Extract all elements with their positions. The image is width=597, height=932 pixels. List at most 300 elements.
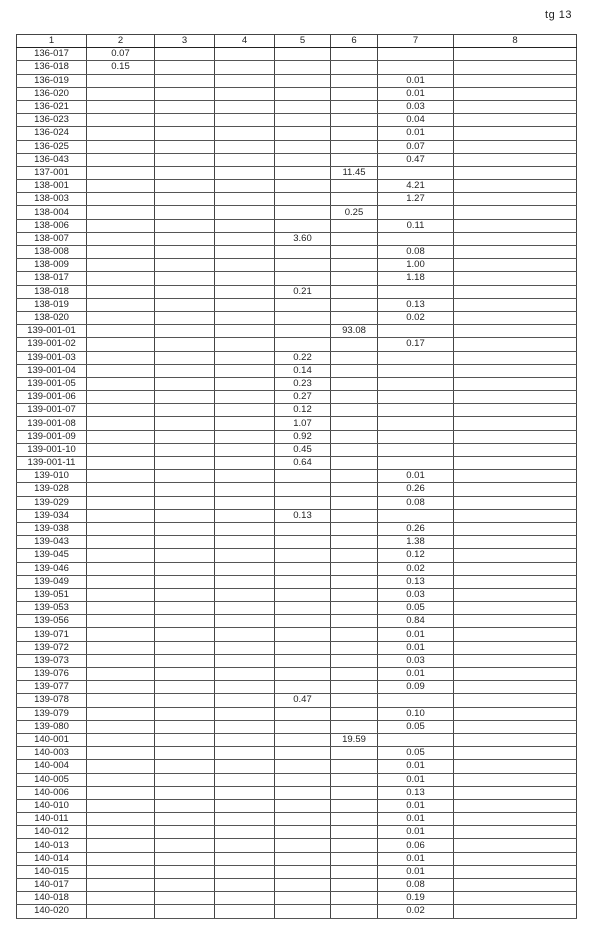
parcel-id-cell: 140-011 [17,813,87,826]
value-cell-col-8 [454,509,577,522]
value-cell-col-8 [454,588,577,601]
value-cell-col-4 [215,602,275,615]
value-cell-col-8 [454,285,577,298]
parcel-id-cell: 139-045 [17,549,87,562]
value-cell-col-8 [454,430,577,443]
value-cell-col-4 [215,377,275,390]
value-cell-col-5: 0.14 [275,364,331,377]
value-cell-col-4 [215,813,275,826]
value-cell-col-7: 0.04 [378,114,454,127]
value-cell-col-5 [275,641,331,654]
value-cell-col-6: 19.59 [331,733,378,746]
parcel-id-cell: 138-018 [17,285,87,298]
value-cell-col-3 [155,694,215,707]
value-cell-col-8 [454,417,577,430]
value-cell-col-3 [155,773,215,786]
value-cell-col-5: 0.45 [275,443,331,456]
value-cell-col-4 [215,232,275,245]
table-row [17,285,577,298]
table-row [17,905,577,918]
parcel-id-cell: 139-079 [17,707,87,720]
value-cell-col-4 [215,114,275,127]
value-cell-col-4 [215,509,275,522]
value-cell-col-7: 0.01 [378,470,454,483]
value-cell-col-8 [454,100,577,113]
value-cell-col-4 [215,865,275,878]
value-cell-col-2 [87,747,155,760]
value-cell-col-2 [87,602,155,615]
table-row [17,127,577,140]
value-cell-col-6 [331,615,378,628]
value-cell-col-2 [87,694,155,707]
value-cell-col-5 [275,707,331,720]
value-cell-col-8 [454,773,577,786]
parcel-id-cell: 139-001-06 [17,391,87,404]
value-cell-col-6 [331,786,378,799]
value-cell-col-8 [454,391,577,404]
table-row [17,720,577,733]
value-cell-col-3 [155,114,215,127]
value-cell-col-5 [275,180,331,193]
value-cell-col-4 [215,417,275,430]
value-cell-col-8 [454,496,577,509]
value-cell-col-3 [155,892,215,905]
value-cell-col-6 [331,588,378,601]
value-cell-col-2 [87,417,155,430]
value-cell-col-7: 0.84 [378,615,454,628]
value-cell-col-6 [331,707,378,720]
value-cell-col-4 [215,166,275,179]
value-cell-col-7: 1.18 [378,272,454,285]
parcel-id-cell: 139-001-08 [17,417,87,430]
value-cell-col-2 [87,536,155,549]
value-cell-col-5 [275,681,331,694]
value-cell-col-3 [155,404,215,417]
value-cell-col-7: 0.09 [378,681,454,694]
value-cell-col-4 [215,61,275,74]
value-cell-col-2 [87,404,155,417]
value-cell-col-2 [87,377,155,390]
value-cell-col-5 [275,879,331,892]
value-cell-col-6 [331,48,378,61]
value-cell-col-3 [155,417,215,430]
parcel-id-cell: 139-038 [17,522,87,535]
value-cell-col-4 [215,707,275,720]
value-cell-col-5 [275,166,331,179]
parcel-id-cell: 139-010 [17,470,87,483]
value-cell-col-6 [331,351,378,364]
value-cell-col-2 [87,641,155,654]
value-cell-col-7 [378,509,454,522]
column-header-2: 2 [87,35,155,48]
value-cell-col-6 [331,100,378,113]
value-cell-col-7: 0.13 [378,786,454,799]
value-cell-col-2 [87,246,155,259]
value-cell-col-2 [87,193,155,206]
table-row [17,325,577,338]
value-cell-col-5 [275,549,331,562]
parcel-id-cell: 139-001-07 [17,404,87,417]
table-row [17,377,577,390]
value-cell-col-5 [275,206,331,219]
table-row [17,496,577,509]
value-cell-col-4 [215,404,275,417]
table-row [17,668,577,681]
value-cell-col-3 [155,905,215,918]
value-cell-col-6 [331,483,378,496]
table-row [17,351,577,364]
value-cell-col-4 [215,681,275,694]
value-cell-col-6 [331,905,378,918]
value-cell-col-5 [275,259,331,272]
value-cell-col-3 [155,549,215,562]
value-cell-col-4 [215,219,275,232]
value-cell-col-7: 0.13 [378,298,454,311]
table-row [17,114,577,127]
value-cell-col-3 [155,826,215,839]
value-cell-col-3 [155,654,215,667]
value-cell-col-3 [155,747,215,760]
value-cell-col-4 [215,285,275,298]
value-cell-col-3 [155,180,215,193]
parcel-id-cell: 138-003 [17,193,87,206]
value-cell-col-3 [155,153,215,166]
value-cell-col-2 [87,562,155,575]
value-cell-col-5 [275,733,331,746]
value-cell-col-7: 1.00 [378,259,454,272]
value-cell-col-7: 0.05 [378,602,454,615]
value-cell-col-7: 1.38 [378,536,454,549]
value-cell-col-3 [155,852,215,865]
value-cell-col-8 [454,311,577,324]
table-row [17,707,577,720]
value-cell-col-2 [87,496,155,509]
table-row [17,628,577,641]
value-cell-col-2 [87,470,155,483]
value-cell-col-8 [454,602,577,615]
value-cell-col-6 [331,720,378,733]
value-cell-col-7: 0.02 [378,905,454,918]
table-row [17,562,577,575]
value-cell-col-6 [331,470,378,483]
value-cell-col-2 [87,338,155,351]
table-row [17,865,577,878]
value-cell-col-4 [215,615,275,628]
value-cell-col-2 [87,457,155,470]
value-cell-col-6 [331,760,378,773]
value-cell-col-6 [331,246,378,259]
parcel-id-cell: 139-001-10 [17,443,87,456]
value-cell-col-5 [275,483,331,496]
value-cell-col-5 [275,48,331,61]
value-cell-col-5 [275,628,331,641]
value-cell-col-4 [215,325,275,338]
value-cell-col-6 [331,496,378,509]
parcel-id-cell: 140-005 [17,773,87,786]
value-cell-col-7 [378,48,454,61]
value-cell-col-3 [155,668,215,681]
value-cell-col-3 [155,641,215,654]
table-row [17,391,577,404]
value-cell-col-8 [454,180,577,193]
value-cell-col-2 [87,100,155,113]
value-cell-col-5: 0.27 [275,391,331,404]
value-cell-col-7 [378,443,454,456]
value-cell-col-8 [454,747,577,760]
value-cell-col-4 [215,391,275,404]
value-cell-col-2 [87,153,155,166]
value-cell-col-4 [215,852,275,865]
value-cell-col-7: 0.02 [378,562,454,575]
value-cell-col-3 [155,325,215,338]
value-cell-col-7 [378,404,454,417]
value-cell-col-8 [454,786,577,799]
value-cell-col-7: 0.01 [378,668,454,681]
value-cell-col-4 [215,839,275,852]
value-cell-col-5: 0.64 [275,457,331,470]
value-cell-col-2 [87,325,155,338]
table-row [17,61,577,74]
value-cell-col-5: 0.12 [275,404,331,417]
value-cell-col-3 [155,61,215,74]
table-row [17,575,577,588]
table-row [17,773,577,786]
value-cell-col-3 [155,813,215,826]
value-cell-col-2 [87,588,155,601]
value-cell-col-2 [87,219,155,232]
value-cell-col-4 [215,470,275,483]
value-cell-col-3 [155,351,215,364]
value-cell-col-5 [275,338,331,351]
value-cell-col-5 [275,773,331,786]
value-cell-col-6 [331,654,378,667]
value-cell-col-7: 0.05 [378,720,454,733]
value-cell-col-6 [331,668,378,681]
value-cell-col-5 [275,747,331,760]
table-row [17,430,577,443]
parcel-id-cell: 138-007 [17,232,87,245]
value-cell-col-7 [378,285,454,298]
parcel-id-cell: 139-028 [17,483,87,496]
value-cell-col-3 [155,760,215,773]
value-cell-col-3 [155,536,215,549]
value-cell-col-6 [331,443,378,456]
value-cell-col-7: 0.01 [378,760,454,773]
value-cell-col-6 [331,259,378,272]
value-cell-col-3 [155,522,215,535]
value-cell-col-2 [87,351,155,364]
parcel-id-cell: 140-001 [17,733,87,746]
value-cell-col-7: 0.12 [378,549,454,562]
value-cell-col-2 [87,364,155,377]
value-cell-col-6 [331,457,378,470]
value-cell-col-3 [155,391,215,404]
value-cell-col-7: 0.47 [378,153,454,166]
value-cell-col-6 [331,338,378,351]
value-cell-col-2 [87,522,155,535]
value-cell-col-3 [155,246,215,259]
value-cell-col-5 [275,892,331,905]
parcel-id-cell: 139-001-04 [17,364,87,377]
parcel-id-cell: 139-078 [17,694,87,707]
value-cell-col-3 [155,298,215,311]
table-row [17,549,577,562]
value-cell-col-6: 93.08 [331,325,378,338]
value-cell-col-6 [331,602,378,615]
value-cell-col-4 [215,87,275,100]
value-cell-col-3 [155,720,215,733]
value-cell-col-4 [215,430,275,443]
parcel-id-cell: 139-001-09 [17,430,87,443]
parcel-id-cell: 136-023 [17,114,87,127]
value-cell-col-8 [454,127,577,140]
value-cell-col-2 [87,430,155,443]
value-cell-col-4 [215,311,275,324]
value-cell-col-2 [87,892,155,905]
value-cell-col-7: 0.01 [378,641,454,654]
parcel-id-cell: 139-073 [17,654,87,667]
value-cell-col-5 [275,100,331,113]
value-cell-col-7 [378,232,454,245]
value-cell-col-7: 0.03 [378,100,454,113]
parcel-id-cell: 139-001-02 [17,338,87,351]
parcel-id-cell: 140-010 [17,799,87,812]
parcel-id-cell: 136-018 [17,61,87,74]
value-cell-col-2 [87,628,155,641]
value-cell-col-4 [215,48,275,61]
value-cell-col-7: 0.03 [378,588,454,601]
value-cell-col-5 [275,588,331,601]
value-cell-col-2 [87,549,155,562]
table-row [17,522,577,535]
value-cell-col-2 [87,615,155,628]
value-cell-col-3 [155,364,215,377]
value-cell-col-2 [87,773,155,786]
table-row [17,654,577,667]
value-cell-col-6 [331,377,378,390]
value-cell-col-8 [454,562,577,575]
value-cell-col-2 [87,509,155,522]
value-cell-col-5 [275,87,331,100]
value-cell-col-2 [87,681,155,694]
value-cell-col-8 [454,852,577,865]
table-row [17,879,577,892]
table-row [17,259,577,272]
value-cell-col-6 [331,404,378,417]
value-cell-col-5 [275,74,331,87]
value-cell-col-5: 0.47 [275,694,331,707]
value-cell-col-6 [331,364,378,377]
value-cell-col-5 [275,615,331,628]
table-row [17,311,577,324]
parcel-id-cell: 140-003 [17,747,87,760]
value-cell-col-3 [155,628,215,641]
parcel-id-cell: 138-006 [17,219,87,232]
value-cell-col-8 [454,470,577,483]
value-cell-col-4 [215,575,275,588]
value-cell-col-8 [454,206,577,219]
value-cell-col-2 [87,879,155,892]
value-cell-col-2 [87,799,155,812]
parcel-id-cell: 138-019 [17,298,87,311]
value-cell-col-5 [275,325,331,338]
value-cell-col-6 [331,417,378,430]
value-cell-col-8 [454,338,577,351]
value-cell-col-2 [87,733,155,746]
value-cell-col-5 [275,219,331,232]
parcel-id-cell: 139-001-01 [17,325,87,338]
parcel-id-cell: 139-051 [17,588,87,601]
value-cell-col-4 [215,799,275,812]
value-cell-col-8 [454,879,577,892]
value-cell-col-4 [215,338,275,351]
value-cell-col-7 [378,61,454,74]
value-cell-col-3 [155,430,215,443]
parcel-id-cell: 140-012 [17,826,87,839]
value-cell-col-8 [454,166,577,179]
value-cell-col-3 [155,100,215,113]
value-cell-col-2 [87,74,155,87]
table-row [17,483,577,496]
value-cell-col-4 [215,140,275,153]
value-cell-col-7: 0.10 [378,707,454,720]
value-cell-col-7: 0.26 [378,522,454,535]
value-cell-col-3 [155,707,215,720]
value-cell-col-8 [454,628,577,641]
value-cell-col-2 [87,206,155,219]
value-cell-col-5 [275,720,331,733]
parcel-id-cell: 136-019 [17,74,87,87]
value-cell-col-6 [331,391,378,404]
value-cell-col-7 [378,166,454,179]
value-cell-col-5 [275,127,331,140]
value-cell-col-7: 0.01 [378,628,454,641]
parcel-id-cell: 139-029 [17,496,87,509]
value-cell-col-6: 0.25 [331,206,378,219]
column-header-4: 4 [215,35,275,48]
table-row [17,206,577,219]
value-cell-col-4 [215,180,275,193]
parcel-id-cell: 138-009 [17,259,87,272]
value-cell-col-6 [331,285,378,298]
value-cell-col-5 [275,654,331,667]
value-cell-col-8 [454,733,577,746]
value-cell-col-3 [155,127,215,140]
value-cell-col-7: 0.08 [378,246,454,259]
value-cell-col-4 [215,588,275,601]
value-cell-col-6 [331,193,378,206]
table-row [17,232,577,245]
value-cell-col-2 [87,272,155,285]
parcel-id-cell: 140-013 [17,839,87,852]
parcel-id-cell: 139-056 [17,615,87,628]
value-cell-col-2 [87,443,155,456]
value-cell-col-8 [454,865,577,878]
parcel-id-cell: 136-024 [17,127,87,140]
parcel-id-cell: 138-020 [17,311,87,324]
value-cell-col-8 [454,892,577,905]
value-cell-col-2 [87,232,155,245]
value-cell-col-8 [454,325,577,338]
value-cell-col-8 [454,140,577,153]
parcel-id-cell: 139-077 [17,681,87,694]
value-cell-col-2 [87,391,155,404]
value-cell-col-2 [87,786,155,799]
value-cell-col-2 [87,707,155,720]
parcel-id-cell: 138-004 [17,206,87,219]
value-cell-col-4 [215,720,275,733]
value-cell-col-6 [331,879,378,892]
